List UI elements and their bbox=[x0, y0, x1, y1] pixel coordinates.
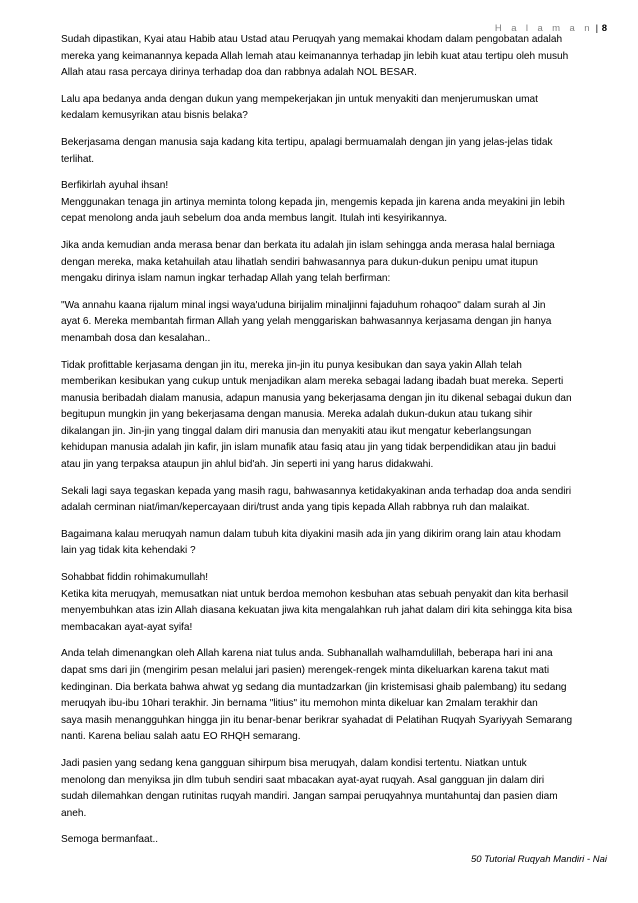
paragraph: Bagaimana kalau meruqyah namun dalam tubuh kita diyakini masih ada jin yang dikirim orang lain atau khodam lain yag tidak kita kehendaki ? bbox=[61, 528, 561, 557]
paragraph: Lalu apa bedanya anda dengan dukun yang mempekerjakan jin untuk menyakiti dan menjerumuskan umat kedalam kemusyrikan atau bisnis belaka? bbox=[61, 93, 538, 122]
paragraph: Tidak profittable kerjasama dengan jin itu, mereka jin-jin itu punya kesibukan dan saya yakin Allah telah memberikan kesibukan yang cukup untuk menjadikan alam mereka sebagai ladang ibadah buat mereka. Seperti manusia beribadah dialam manusia, adapun manusia yang bekerjasama dengan jin itu dikenal sebagai dukun dan begitupun mungkin jin yang bekerjasama dengan manusia. Mereka adalah dukun-dukun atau tukang sihir dikalangan jin. Jin-jin yang tinggal dalam diri manusia dan menyakiti atau ikut mengatur keberlangsungan kehidupan manusia adalah jin kafir, jin islam munafik atau fasiq atau jin yang tidak berpendidikan atau jin badui atau jin yang terpaksa ataupun jin ahlul bid'ah. Jin seperti ini yang harus didakwahi. bbox=[61, 359, 572, 471]
paragraph: Sohabbat fiddin rohimakumullah! Ketika kita meruqyah, memusatkan niat untuk berdoa memohon kesbuhan atas sebuah penyakit dan kita berhasil menyembuhkan atas izin Allah diasana kekuatan jiwa kita mengalahkan ruh jahat dalam diri kita sehingga kita bisa membacakan ayat-ayat syifa! bbox=[61, 572, 573, 633]
paragraph: Sekali lagi saya tegaskan kepada yang masih ragu, bahwasannya ketidakyakinan anda terhadap doa anda sendiri adalah cerminan niat/iman/kepercayaan diri/trust anda yang tipis kepada Allah rabbnya ruh dan malaikat. bbox=[61, 485, 572, 514]
paragraph: "Wa annahu kaana rijalum minal ingsi waya'uduna birijalim minaljinni fajaduhum rohaqoo" dalam surah al Jin ayat 6. Mereka membantah firman Allah yang yelah menggariskan bahwasannya kerjasama dengan jin hanya menambah dosa dan kesalahan.. bbox=[61, 299, 552, 344]
paragraph: Anda telah dimenangkan oleh Allah karena niat tulus anda. Subhanallah walhamdulillah, beberapa hari ini ana dapat sms dari jin (mengirim pesan melalui jari pasien) merengek-rengek minta dikeluarkan karena takut mati kedinginan. Dia berkata bahwa ahwat yg sedang dia muntadzarkan (jin kristemisasi ghaib palembang) itu sedang meruqyah ibu-ibu 10hari terakhir. Jin bernama "litius" itu memohon minta dikeluar kan 2malam terakhir dan saya masih menangguhkan hingga jin itu benar-benar berikrar syahadat di Pelatihan Ruqyah Syariyyah Semarang nanti. Karena beliau salah aatu EO RHQH semarang. bbox=[61, 648, 573, 743]
paragraph: Berfikirlah ayuhal ihsan! Menggunakan tenaga jin artinya meminta tolong kepada jin, mengemis kepada jin karena anda meyakini jin lebih cepat menolong anda jauh sebelum doa anda membus langit. Itulah inti kesyirikannya. bbox=[61, 180, 565, 225]
page-number: 8 bbox=[601, 23, 607, 34]
paragraph: Semoga bermanfaat.. bbox=[61, 834, 159, 846]
page-header-label: H a l a m a n bbox=[494, 23, 593, 34]
paragraph: Jadi pasien yang sedang kena gangguan sihirpum bisa meruqyah, dalam kondisi tertentu. Niatkan untuk menolong dan menyiksa jin dlm tubuh sendiri saat mbacakan ayat-ayat ruqyah. Asal gangguan jin dalam diri sudah dilemahkan dengan rutinitas ruqyah mandiri. Jangan sampai peruqyahnya muntahuntaj dan pasien diam aneh. bbox=[61, 757, 558, 819]
paragraph: Sudah dipastikan, Kyai atau Habib atau Ustad atau Peruqyah yang memakai khodam dalam pengobatan adalah mereka yang keimanannya kepada Allah lemah atau keimanannya terhadap jin lebih kuat atau tertipu oleh musuh Allah atau rasa percaya dirinya terhadap doa dan rabbnya adalah NOL BESAR. bbox=[61, 34, 569, 79]
page-header-separator: | bbox=[595, 23, 599, 34]
paragraph: Jika anda kemudian anda merasa benar dan berkata itu adalah jin islam sehingga anda merasa halal berniaga dengan mereka, maka ketahuilah atau lihatlah sendiri bahwasannya para dukun-dukun penipu umat itupun mengaku dirinya islam namun ingkar terhadap Allah yang telah berfirman: bbox=[61, 239, 555, 285]
document-body bbox=[61, 32, 611, 859]
page-footer: 50 Tutorial Ruqyah Mandiri - Nai bbox=[470, 854, 607, 865]
paragraph: Bekerjasama dengan manusia saja kadang kita tertipu, apalagi bermuamalah dengan jin yang jelas-jelas tidak terlihat. bbox=[61, 136, 553, 165]
